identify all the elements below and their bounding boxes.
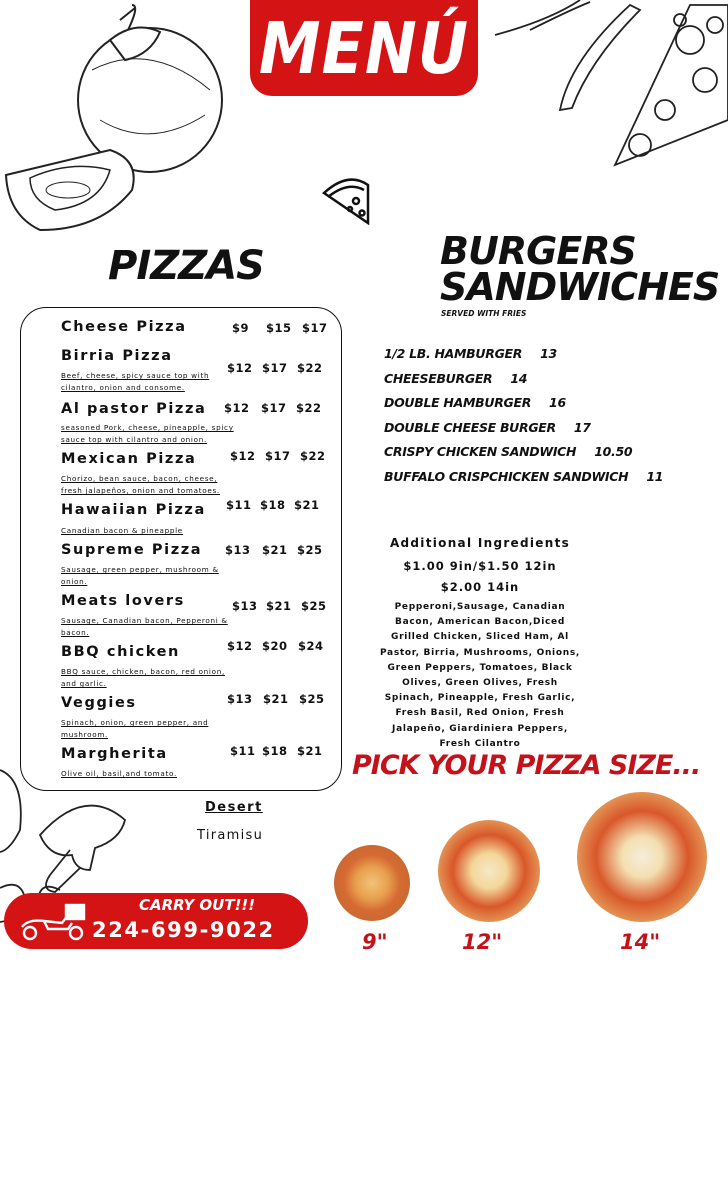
pizza-prices: $12 $20 $24 xyxy=(227,639,324,653)
additional-price-line2: $2.00 14in xyxy=(440,580,520,594)
pizza-name: Supreme Pizza xyxy=(61,542,203,558)
additional-ingredients xyxy=(380,536,580,752)
pizza-size-heading: PICK YOUR PIZZA SIZE... xyxy=(352,750,701,781)
size-label-12: 12" xyxy=(462,930,503,954)
burgers-heading xyxy=(440,229,720,309)
pizza-name: Cheese Pizza xyxy=(61,319,187,335)
pizza-14in-image xyxy=(577,792,707,922)
pizza-name: Hawaiian Pizza xyxy=(61,502,206,518)
pizza-prices: $11 $18 $21 xyxy=(226,498,320,512)
menu-title: MENÚ xyxy=(258,6,470,90)
pizza-name: Birria Pizza xyxy=(61,348,173,364)
carry-out-label: CARRY OUT!!! xyxy=(139,896,256,914)
burger-item: CRISPY CHICKEN SANDWICH 10.50 xyxy=(384,444,633,459)
pizza-name: Margherita xyxy=(61,746,168,762)
phone-number[interactable]: 224-699-9022 xyxy=(92,918,275,942)
additional-ingredients-list: Pepperoni,Sausage, Canadian Bacon, American Bacon,Diced Grilled Chicken, Sliced Ham, Al Pastor, Birria, Mushrooms, Onions, Green Peppers, Tomatoes, Black Olives, Green Olives, Fresh Spinach, Pineapple, Fresh Garlic, Fresh Basil, Red Onion, Fresh Jalapeño, Giardiniera Peppers, Fresh Cilantro xyxy=(380,602,580,749)
dessert-heading: Desert xyxy=(205,800,263,815)
menu-title-banner xyxy=(250,0,478,96)
pizzas-heading: PIZZAS xyxy=(108,243,264,289)
burger-item: DOUBLE CHEESE BURGER 17 xyxy=(384,420,591,435)
pizza-prices: $13 $21 $25 xyxy=(227,692,325,706)
pizza-name: Al pastor Pizza xyxy=(61,401,207,417)
pizza-name: BBQ chicken xyxy=(61,644,180,660)
additional-ingredients-title: Additional Ingredients xyxy=(389,536,571,550)
burgers-heading-line1: BURGERS xyxy=(440,229,636,273)
pizza-description: Beef, cheese, spicy sauce top with cilantro, onion and consome. xyxy=(61,371,210,392)
pizza-prices: $12 $17 $22 xyxy=(230,449,326,463)
pizza-description: seasoned Pork, cheese, pineapple, spicy sauce top with cilantro and onion. xyxy=(61,423,234,444)
pizza-prices: $11 $18 $21 xyxy=(230,744,323,758)
pizza-description: Canadian bacon & pineapple xyxy=(61,526,183,535)
pizza-prices: $12 $17 $22 xyxy=(227,361,323,375)
pizza-description: Chorizo, bean sauce, bacon, cheese, fresh jalapeños, onion and tomatoes. xyxy=(61,474,220,495)
pizza-prices: $13 $21 $25 xyxy=(225,543,323,557)
pizza-description: Sausage, Canadian bacon, Pepperoni & bacon. xyxy=(61,616,228,637)
additional-price-line1: $1.00 9in/$1.50 12in xyxy=(403,559,557,573)
pizza-prices: $12 $17 $22 xyxy=(224,401,322,415)
delivery-scooter-icon xyxy=(18,903,92,941)
burger-item: BUFFALO CRISPCHICKEN SANDWICH 11 xyxy=(384,469,664,484)
pizza-12in-image xyxy=(438,820,540,922)
pizza-name: Veggies xyxy=(61,695,137,711)
pizza-description: Olive oil, basil,and tomato. xyxy=(61,769,177,778)
pizza-9in-image xyxy=(334,845,410,921)
burger-item: DOUBLE HAMBURGER 16 xyxy=(384,395,566,410)
pizza-menu-card xyxy=(20,307,342,791)
size-label-9: 9" xyxy=(362,930,388,954)
pizza-prices: $9 $15 $17 xyxy=(232,321,328,335)
dessert-item: Tiramisu xyxy=(197,828,264,843)
burger-item: CHEESEBURGER 14 xyxy=(384,371,528,386)
pizza-name: Mexican Pizza xyxy=(61,451,197,467)
carry-out-banner xyxy=(4,893,308,949)
pepper-pizza-sketch-illustration xyxy=(490,0,728,175)
pizza-prices: $13 $21 $25 xyxy=(232,599,327,613)
pizza-description: Spinach, onion, green pepper, and mushroom. xyxy=(61,718,209,739)
pizza-name: Meats lovers xyxy=(61,593,185,609)
size-label-14: 14" xyxy=(620,930,661,954)
burgers-subtitle: SERVED WITH FRIES xyxy=(441,309,527,318)
tomato-sketch-illustration xyxy=(0,0,230,235)
burgers-heading-line2: SANDWICHES xyxy=(440,265,720,309)
pizza-slice-icon xyxy=(320,175,374,227)
burger-item: 1/2 LB. HAMBURGER 13 xyxy=(384,346,557,361)
pizza-description: BBQ sauce, chicken, bacon, red onion, and garlic. xyxy=(61,667,225,688)
pizza-description: Sausage, green pepper, mushroom & onion. xyxy=(61,565,219,586)
